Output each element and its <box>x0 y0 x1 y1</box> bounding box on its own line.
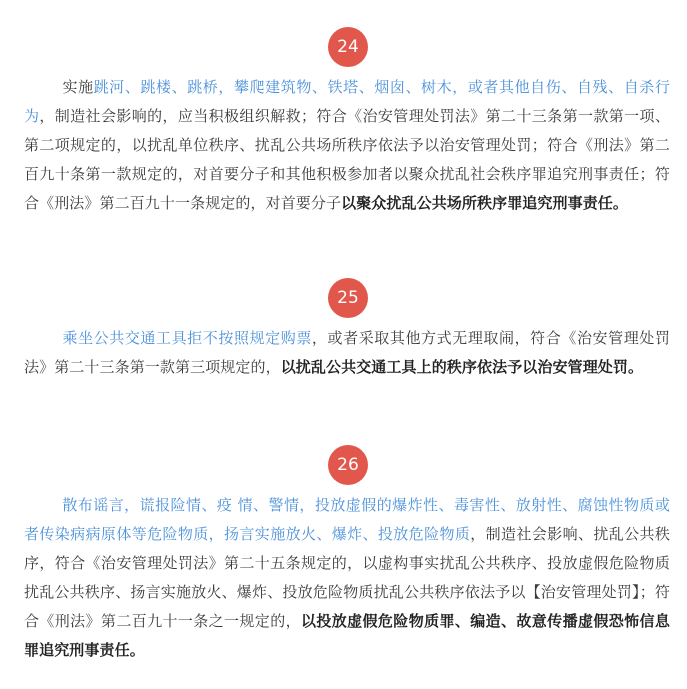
text-normal: ，制造社会影响的，应当积极组织解救；符合《治安管理处罚法》第二十三条第一款第一项、第二项规定的，以扰乱单位秩序、扰乱公共场所秩序依法予以治安管理处罚；符合《刑法》第二百九十条第一款规定的，对首要分子和其他积极参加者以聚众扰乱社会秩序罪追究刑事责任；符合《刑法》第二百九十一条规定的，对首要分子 <box>24 107 670 212</box>
section-paragraph <box>24 73 670 218</box>
text-highlight: 乘坐公共交通工具拒不按照规定购票 <box>62 329 312 347</box>
text-bold: 以扰乱公共交通工具上的秩序依法予以治安管理处罚。 <box>280 358 644 376</box>
text-bold: 以聚众扰乱公共场所秩序罪追究刑事责任。 <box>341 194 629 212</box>
section-paragraph <box>24 324 670 382</box>
text-normal: ，制造社会影响、扰乱公共秩序，符合《治安管理处罚法》第二十五条规定的，以虚构事实扰乱公共秩序、投放虚假危险物质扰乱公共秩序、扬言实施放火、爆炸、投放危险物质扰乱公共秩序依法予以【治安管理处罚】；符合《刑法》第二百九十一条之一规定的， <box>24 525 670 630</box>
text-highlight: 跳河、跳楼、跳桥，攀爬建筑物、铁塔、烟囱、树木，或者其他自伤、自残、自杀行为 <box>24 78 670 125</box>
text-normal: 实施 <box>62 78 94 96</box>
text-normal: ，或者采取其他方式无理取闹，符合《治安管理处罚法》第二十三条第一款第三项规定的， <box>24 329 670 376</box>
section-number-badge: 26 <box>328 445 368 485</box>
text-bold: 以投放虚假危险物质罪、编造、故意传播虚假恐怖信息罪追究刑事责任。 <box>24 612 670 659</box>
section-number-badge: 25 <box>328 278 368 318</box>
section-paragraph <box>24 491 670 665</box>
text-highlight: 散布谣言，谎报险情、疫 情、警情，投放虚假的爆炸性、毒害性、放射性、腐蚀性物质或者传染病病原体等危险物质，扬言实施放火、爆炸、投放危险物质 <box>24 496 670 543</box>
section-number-badge: 24 <box>328 27 368 67</box>
